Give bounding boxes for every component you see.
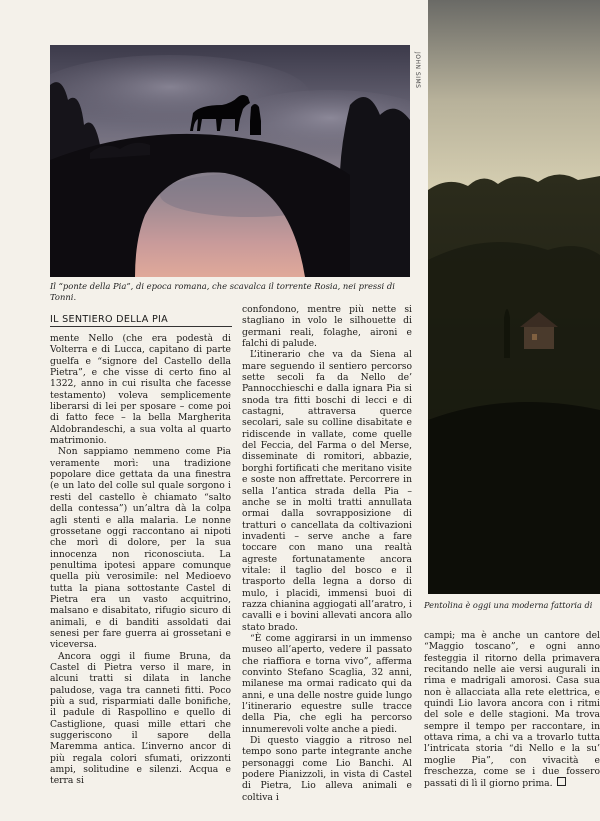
farm-photo — [428, 0, 600, 594]
paragraph-last — [424, 630, 600, 790]
paragraph: Di questo viaggio a ritroso nel tempo sono parte integrante anche personaggi come Lio Banchi. Al podere Pianizzoli, in vista di Castel di Pietra, Lio alleva animali e coltiva i — [242, 735, 412, 803]
farm-dusk-image — [428, 0, 600, 594]
paragraph: “È come aggirarsi in un immenso museo all’aperto, vedere il passato che riaffiora e torna vivo”, afferma convinto Stefano Scaglia, 32 anni, milanese ma ormai radicato qui da anni, e una delle nostre guide lungo l’itinerario equestre sulle tracce della Pia, che egli ha percorso innumerevoli volte anche a piedi. — [242, 632, 412, 735]
bridge-silhouette-image — [50, 45, 410, 277]
paragraph: L’itinerario che va da Siena al mare seguendo il sentiero percorso sette secoli fa da Nello de’ Pannocchieschi e dalla ignara Pia si snoda tra fitti boschi di lecci e di castagni, attraversa querce secolari, sale su colline disabitate e ridiscende in vallate, come quelle del Feccia, del Farma o del Merse, disseminate di romitori, abbazie, borghi fortificati che meritano visite e soste non affrettate. Percorrere in sella l’antica strada della Pia – anche se in molti tratti annullata ormai dalla sovrapposizione di tratturi o cancellata da coltivazioni invadenti – serve anche a fare toccare con mano una realtà agreste fortunatamente ancora vitale: il taglio del bosco e il trasporto della legna a dorso di mulo, i placidi, immensi buoi di razza chianina aggiogati all’aratro, i cavalli e i bovini allevati ancora allo stato brado. — [242, 349, 412, 633]
text-column-1 — [50, 333, 231, 787]
paragraph: confondono, mentre più nette si stagliano in volo le silhouette di germani reali, folaghe, aironi e falchi di palude. — [242, 304, 412, 350]
text-column-2 — [242, 304, 412, 803]
section-title: IL SENTIERO DELLA PIA — [50, 314, 169, 325]
section-divider — [50, 326, 232, 327]
bridge-photo — [50, 45, 410, 277]
paragraph: mente Nello (che era podestà di Volterra e di Lucca, capitano di parte guelfa e “signore del Castello della Pietra”, e che visse di certo fino al 1322, anno in cui risulta che facesse testamento) voleva semplicemente liberarsi di lei per sposare – come poi di fatto fece – la bella Margherita Aldobrandeschi, a sua volta al quarto matrimonio. — [50, 333, 231, 447]
paragraph-text: campi; ma è anche un cantore del “Maggio toscano”, e ogni anno festeggia il ritorno della primavera recitando nelle aie versi augurali in rima e madrigali amorosi. Casa sua non è allacciata alla rete elettrica, e quindi Lio lavora ancora con i ritmi del sole e delle stagioni. Ma trova sempre il tempo per raccontare, in ottava rima, a chi va a trovarlo tutta l’intricata storia “di Nello e la su’ moglie Pia”, con vivacità e freschezza, come se i due fossero passati di lì il giorno prima. — [424, 630, 600, 790]
end-of-article-mark — [557, 777, 566, 786]
farm-caption: Pentolina è oggi una moderna fattoria di — [424, 600, 593, 610]
paragraph: Ancora oggi il fiume Bruna, da Castel di Pietra verso il mare, in alcuni tratti si dilata in lanche paludose, vaga tra canneti fitti. Poco più a sud, risparmiati dalle bonifiche, il padule di Raspollino e quello di Castiglione, quasi mille ettari che suggeriscono il sapore della Maremma antica. L’inverno ancor di più regala colori sfumati, orizzonti ampi, solitudine e silenzi. Acqua e terra si — [50, 650, 231, 787]
photo-credit: JOHN SIMS — [414, 52, 421, 89]
bridge-caption: Il “ponte della Pia”, di epoca romana, che scavalca il torrente Rosia, nei pressi di Tonni. — [50, 281, 395, 302]
text-column-3 — [424, 630, 600, 790]
paragraph: Non sappiamo nemmeno come Pia veramente morì: una tradizione popolare dice gettata da una finestra (e un lato del colle sul quale sorgono i resti del castello è chiamato “salto della contessa”) un’altra dà la colpa agli stenti e alla malaria. Le nonne grossetane oggi raccontano ai nipoti che morì di dolore, per la sua innocenza non riconosciuta. La penultima ipotesi appare comunque quella più verosimile: nel Medioevo tutta la piana sottostante Castel di Pietra era un vasto acquitrino, malsano e disabitato, rifugio sicuro di animali, e di banditi assoldati dai senesi per fare guerra ai grossetani e viceversa. — [50, 446, 231, 651]
